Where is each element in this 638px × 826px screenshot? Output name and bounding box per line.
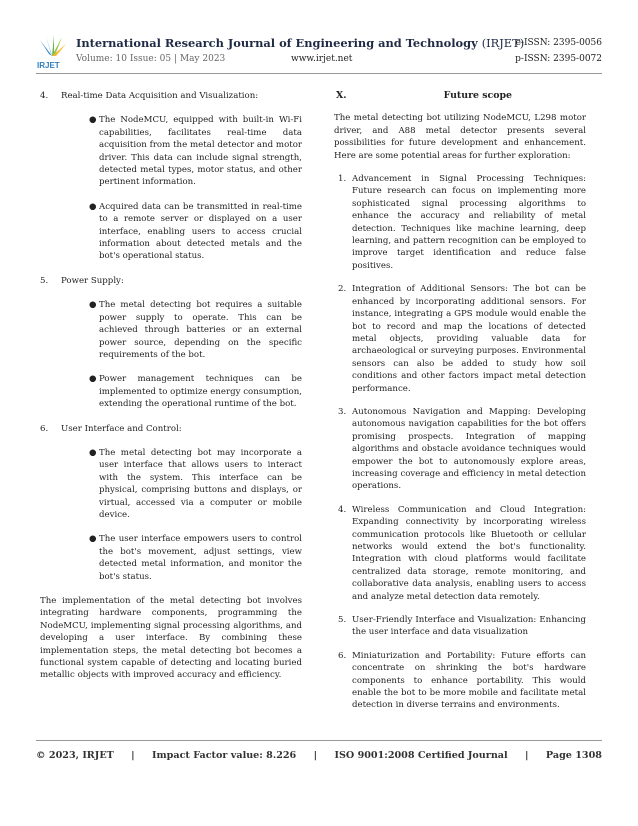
bullet-item: ● The NodeMCU, equipped with built-in Wi-Fi capabilities, facilitates real-time data acquisition from the metal detector and motor driver. This data can include signal strength, detected metal types, motor status, and other pertinent information. xyxy=(89,115,302,188)
journal-title: International Research Journal of Engineering and Technology (IRJET) xyxy=(76,36,525,50)
future-item-5: 5. User-Friendly Interface and Visualization: Enhancing the user interface and data visualization xyxy=(338,615,586,638)
footer-divider xyxy=(36,740,602,741)
journal-logo xyxy=(36,34,68,70)
footer-separator: | xyxy=(131,750,135,761)
list-item-5: 5. Power Supply: xyxy=(40,275,124,286)
iso-certification: ISO 9001:2008 Certified Journal xyxy=(334,750,508,761)
bullet-item: ● Acquired data can be transmitted in real-time to a remote server or displayed on a user interface, enabling users to access crucial information about detected metals and the bot's operational status. xyxy=(89,201,302,262)
list-item-6: 6. User Interface and Control: xyxy=(40,423,182,434)
conclusion-paragraph: The implementation of the metal detecting bot involves integrating hardware components, programming the NodeMCU, implementing signal processing algorithms, and developing a user interface. By combining these implementation steps, the metal detecting bot becomes a functional system capable of detecting and locating buried metallic objects with improved accuracy and efficiency. xyxy=(40,596,302,681)
impact-factor: Impact Factor value: 8.226 xyxy=(152,750,297,761)
e-issn: e-ISSN: 2395-0056 xyxy=(515,38,602,48)
intro-paragraph: The metal detecting bot utilizing NodeMCU, L298 motor driver, and A88 metal detector presents several possibilities for future development and enhancement. Here are some potential areas for further exploration: xyxy=(334,113,586,161)
volume-issue: Volume: 10 Issue: 05 | May 2023 xyxy=(76,54,226,64)
website-link[interactable]: www.irjet.net xyxy=(291,54,353,64)
future-item-4: 4. Wireless Communication and Cloud Integration: Expanding connectivity by incorporating wireless communication protocols like Bluetooth or cellular networks would extend the bot's functionality. Integration with cloud platforms would facilitate centralized data storage, remote monitoring, and collaborative data analysis, enabling users to access and analyze metal detection data remotely. xyxy=(338,504,586,602)
page-footer xyxy=(36,750,602,761)
p-issn: p-ISSN: 2395-0072 xyxy=(515,54,602,64)
section-number: X. xyxy=(336,90,347,101)
journal-header xyxy=(36,34,602,72)
svg-text:IRJET: IRJET xyxy=(37,61,60,70)
bullet-item: ● The user interface empowers users to control the bot's movement, adjust settings, view detected metal information, and monitor the bot's status. xyxy=(89,534,302,582)
copyright: © 2023, IRJET xyxy=(36,750,114,761)
bullet-item: ● The metal detecting bot may incorporate a user interface that allows users to interact with the system. This interface can be physical, comprising buttons and displays, or virtual, accessed via a computer or mobile device. xyxy=(89,447,302,520)
footer-separator: | xyxy=(313,750,318,761)
bullet-item: ● The metal detecting bot requires a suitable power supply to operate. This can be achieved through batteries or an external power source, depending on the specific requirements of the bot. xyxy=(89,300,302,360)
future-item-2: 2. Integration of Additional Sensors: The bot can be enhanced by incorporating additional sensors. For instance, integrating a GPS module would enable the bot to record and map the locations of detected metal objects, providing valuable data for archaeological or surveying purposes. Environmental sensors can also be added to study how soil conditions and other factors impact metal detection performance. xyxy=(338,284,586,394)
list-item-title: Power Supply: xyxy=(61,275,124,286)
left-column xyxy=(40,90,302,682)
footer-separator: | xyxy=(525,750,529,761)
list-item-title: Real-time Data Acquisition and Visualization: xyxy=(61,91,259,101)
section-heading xyxy=(334,90,586,102)
bullet-item: ● Power management techniques can be implemented to optimize energy consumption, extending the operational runtime of the bot. xyxy=(89,374,302,410)
future-item-6: 6. Miniaturization and Portability: Future efforts can concentrate on shrinking the bot's hardware components to enhance portability. This would enable the bot to be more mobile and facilitate metal detection in diverse terrains and environments. xyxy=(338,650,586,711)
list-item-4: 4. Real-time Data Acquisition and Visualization: xyxy=(40,91,259,101)
header-divider xyxy=(36,73,602,74)
list-item-title: User Interface and Control: xyxy=(61,423,182,434)
section-title: Future scope xyxy=(443,90,512,101)
future-item-3: 3. Autonomous Navigation and Mapping: Developing autonomous navigation capabilities for the bot offers promising prospects. Integration of mapping algorithms and obstacle avoidance techniques would empower the bot to autonomously explore areas, increasing coverage and efficiency in metal detection operations. xyxy=(338,406,586,492)
page-number: Page 1308 xyxy=(545,750,602,761)
right-column xyxy=(334,90,586,712)
future-item-1: 1. Advancement in Signal Processing Techniques: Future research can focus on implementing more sophisticated signal processing algorithms to enhance the accuracy and reliability of metal detection. Techniques like machine learning, deep learning, and pattern recognition can be employed to improve target identification and reduce false positives. xyxy=(338,174,586,271)
